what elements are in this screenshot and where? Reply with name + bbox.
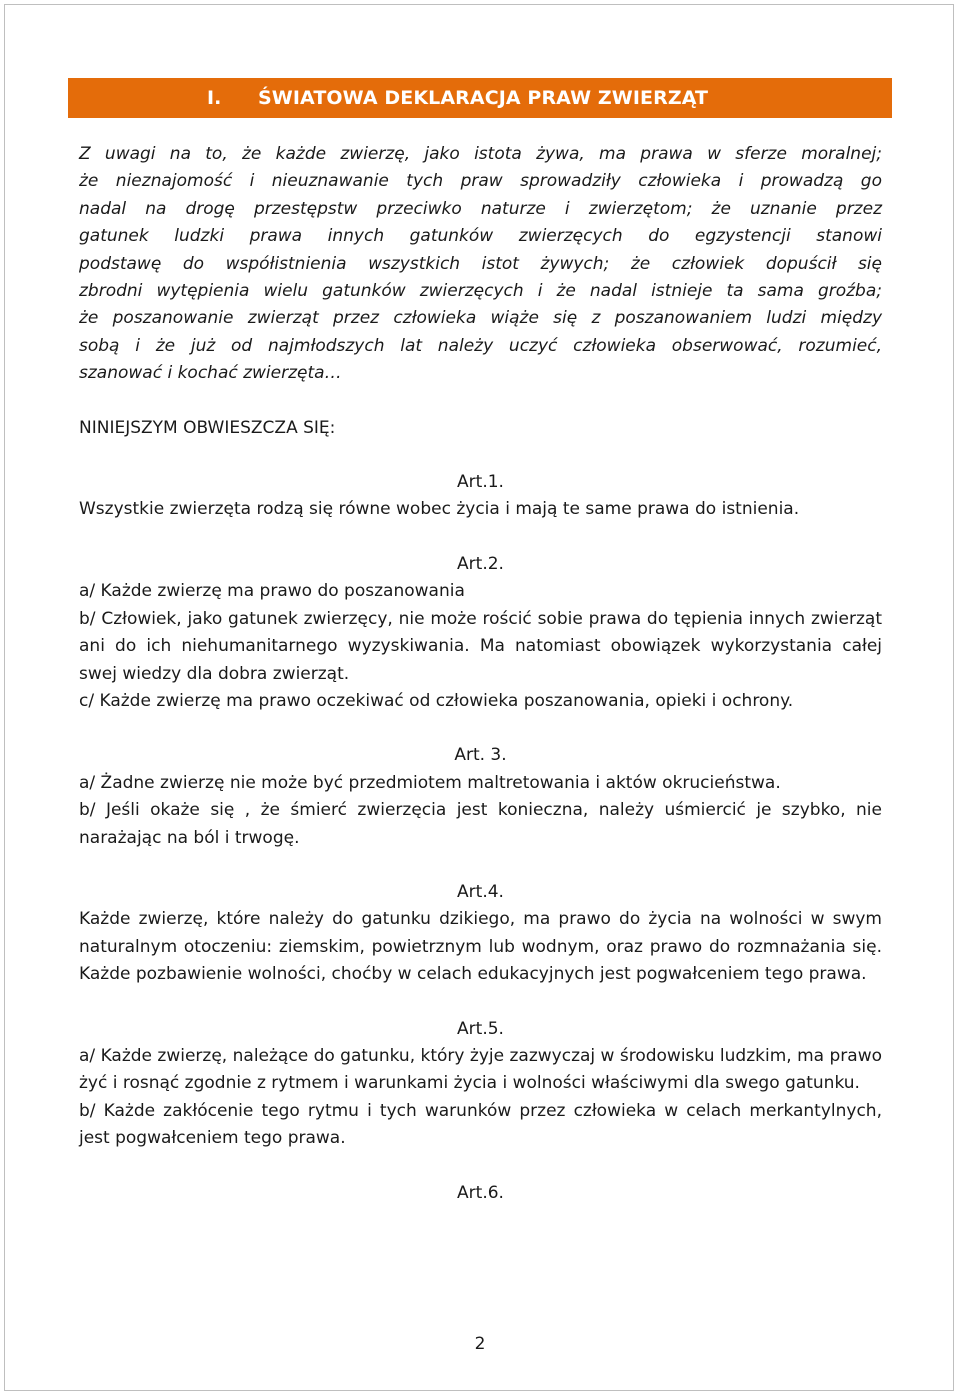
article-title: Art.6. [457,1182,504,1203]
article-paragraph: a/ Żadne zwierzę nie może być przedmiotem maltretowania i aktów okrucieństwa. [79,772,781,793]
article-paragraph: b/ Człowiek, jako gatunek zwierzęcy, nie może rościć sobie prawa do tępienia innych zwierząt ani do ich niehumanitarnego wyzyskiwania. Ma natomiast obowiązek wykorzystania całej swej wiedzy dla dobra zwierząt. [79,608,882,684]
proclamation: NINIEJSZYM OBWIESZCZA SIĘ: [79,417,336,438]
section-heading [68,78,892,118]
article-title: Art.4. [457,881,504,902]
article-paragraph: Wszystkie zwierzęta rodzą się równe wobec życia i mają te same prawa do istnienia. [79,499,800,520]
article-title: Art.1. [457,472,504,493]
article-title: Art. 3. [454,745,507,766]
article-paragraph: a/ Każde zwierzę ma prawo do poszanowania [79,581,465,602]
article-title: Art.2. [457,553,504,574]
article-paragraph: a/ Każde zwierzę, należące do gatunku, który żyje zazwyczaj w środowisku ludzkim, ma prawo żyć i rosnąć zgodnie z rytmem i warunkami życia i wolności właściwymi dla swego gatunku. [79,1045,882,1094]
preamble-line: zbrodni wytępienia wielu gatunków zwierzęcych i że nadal istnieje ta sama groźba; [79,281,882,302]
article-title: Art.5. [457,1018,504,1039]
page-number: 2 [474,1334,486,1354]
preamble-line: Z uwagi na to, że każde zwierzę, jako istota żywa, ma prawa w sferze moralnej; [79,144,882,164]
preamble-line: szanować i kochać zwierzęta… [79,363,342,384]
preamble-line: sobą i że już od najmłodszych lat należy uczyć człowieka obserwować, rozumieć, [79,335,882,356]
section-number: I. [207,87,222,109]
article-paragraph: Każde zwierzę, które należy do gatunku dzikiego, ma prawo do życia na wolności w swym naturalnym otoczeniu: ziemskim, powietrznym lub wodnym, oraz prawo do rozmnażania się. Każde pozbawienie wolności, choćby w celach edukacyjnych jest pogwałceniem tego prawa. [79,909,882,985]
article-paragraph: b/ Każde zakłócenie tego rytmu i tych warunków przez człowieka w celach merkantylnych, jest pogwałceniem tego prawa. [79,1100,882,1149]
section-title: ŚWIATOWA DEKLARACJA PRAW ZWIERZĄT [258,87,709,109]
article-paragraph: c/ Każde zwierzę ma prawo oczekiwać od człowieka poszanowania, opieki i ochrony. [79,690,794,711]
preamble-line: gatunek ludzki prawa innych gatunków zwierzęcych do egzystencji stanowi [79,226,882,247]
preamble-line: że poszanowanie zwierząt przez człowieka wiąże się z poszanowaniem ludzi między [79,308,882,329]
preamble [79,141,882,388]
preamble-line: podstawę do współistnienia wszystkich istot żywych; że człowiek dopuścił się [79,253,882,274]
preamble-line: nadal na drogę przestępstw przeciwko naturze i zwierzętom; że uznanie przez [79,198,882,219]
article-paragraph: b/ Jeśli okaże się , że śmierć zwierzęcia jest konieczna, należy uśmiercić je szybko, nie narażając na ból i trwogę. [79,800,882,848]
preamble-line: że nieznajomość i nieuznawanie tych praw sprowadziły człowieka i prowadzą go [79,171,882,192]
document-body [79,141,882,1207]
